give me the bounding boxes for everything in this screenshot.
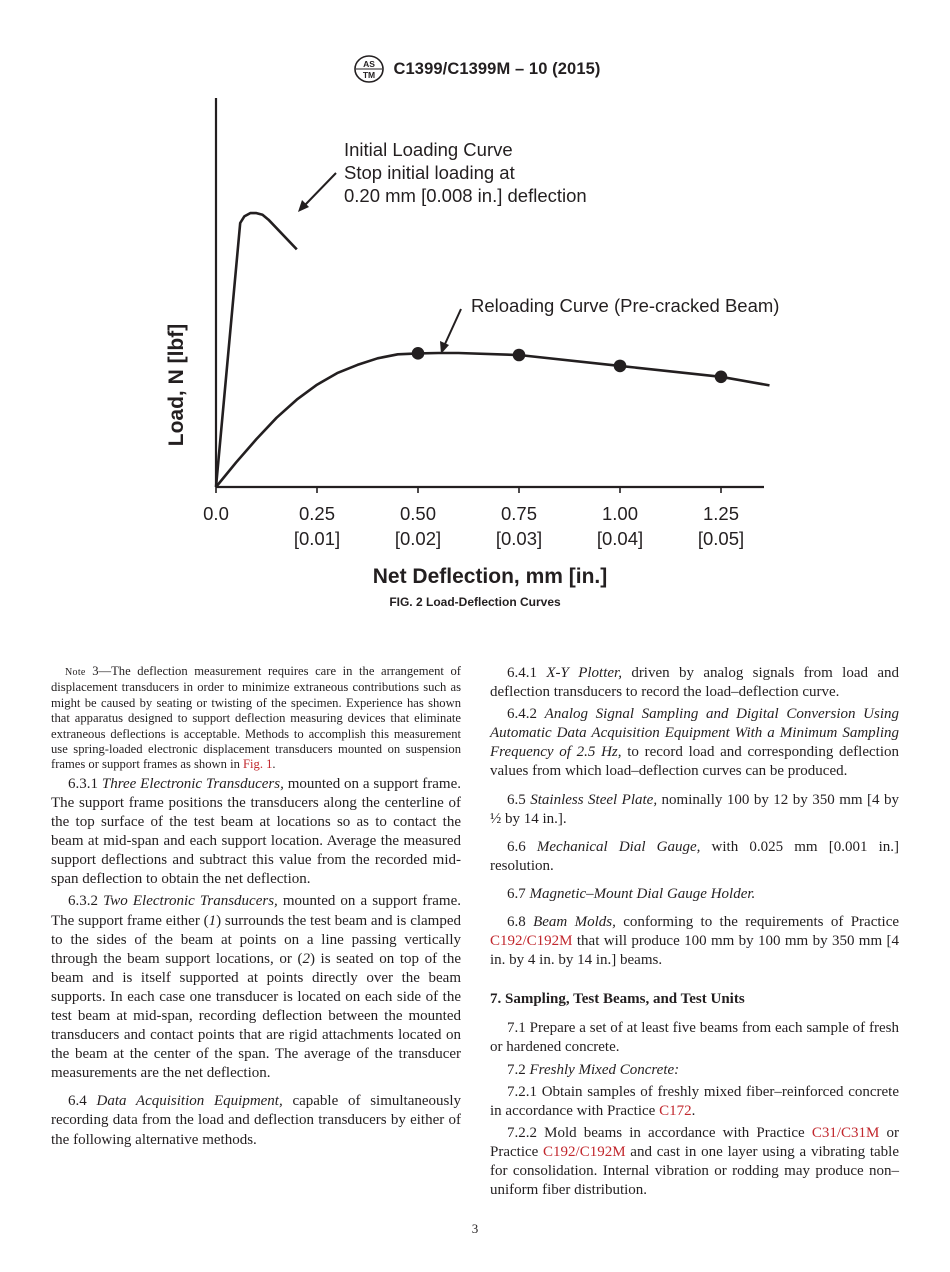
section-6-7 [490, 885, 899, 904]
note-3-end: . [272, 757, 276, 772]
annotation-initial-line-1: Initial Loading Curve [344, 139, 513, 160]
section-title: Two Electronic Transducers, [103, 893, 278, 910]
x-tick-label-mm: 0.75 [500, 503, 538, 524]
section-number: 6.4.1 [507, 665, 547, 681]
reloading-curve [216, 353, 770, 487]
list-marker: 1 [208, 912, 217, 929]
c192-link[interactable]: C192/C192M [490, 933, 573, 950]
section-title: Magnetic–Mount Dial Gauge Holder. [529, 885, 756, 902]
section-text: that will produce 100 mm by 100 mm by 350 mm [4 in. by 4 in. by 14 in.] beams. [490, 933, 899, 969]
data-point-marker [513, 349, 526, 362]
x-tick-label-mm: 0.25 [298, 503, 336, 524]
annotation-reloading-line-1: Reloading Curve (Pre-cracked Beam) [471, 295, 780, 316]
x-tick-label-in: [0.05] [697, 528, 745, 549]
section-title: Mechanical Dial Gauge, [536, 838, 701, 855]
section-text: 7.2.2 Mold beams in accordance with Practice [507, 1124, 812, 1141]
left-column [51, 664, 461, 1153]
section-number: 6.8 [507, 914, 534, 931]
section-6-3-1 [51, 775, 461, 890]
section-6-4-2 [490, 705, 899, 781]
section-title: Freshly Mixed Concrete: [529, 1061, 680, 1078]
annotation-initial-line-3: 0.20 mm [0.008 in.] deflection [344, 185, 587, 206]
section-title: Stainless Steel Plate, [530, 791, 658, 808]
data-point-marker [614, 360, 627, 373]
section-number: 6.6 [507, 838, 537, 855]
note-label: Note [65, 667, 86, 678]
x-tick-label-in: [0.01] [293, 528, 341, 549]
section-text: mounted on a support frame. The support frame positions the transducers along the centerline of the top surface of the test beam at locations so as to contact the beam at mid-span and each support location. Average the measured support deflections and subtract this value from the recorded mid-span deflection to obtain the net deflection. [51, 775, 462, 888]
section-text: mounted on a support frame. The support frame either ( [51, 893, 462, 929]
section-text: nominally 100 by 12 by 350 mm [4 by ½ by 14 in.]. [490, 791, 900, 827]
section-number: 7.2 [507, 1061, 530, 1078]
data-point-marker [412, 347, 425, 360]
page-header [0, 54, 950, 84]
initial-loading-curve [216, 213, 297, 487]
section-7-heading: 7. Sampling, Test Beams, and Test Units [490, 991, 745, 1008]
x-axis-label: Net Deflection, mm [in.] [372, 565, 608, 588]
y-axis-label: Load, N [lbf] [165, 323, 188, 447]
x-tick-label-in: [0.03] [495, 528, 543, 549]
section-number: 6.5 [507, 791, 531, 808]
section-text: ) is seated on top of the beam and is itself supported at points directly over the beam supports. In each case one transducer is located on each side of the test beam at mid-span, recording deflection between the mounted transducers and contact points that are rigid attachments located on the beam at the center of the span. The average of the transducer measurements are the net deflection. [51, 950, 461, 1082]
data-point-marker [715, 370, 728, 383]
x-tick-label-mm: 0.0 [203, 503, 229, 524]
section-text: capable of simultaneously recording data from the load and deflection transducers by either of the following alternative methods. [51, 1093, 462, 1148]
right-column [490, 664, 899, 1203]
note-3 [51, 664, 461, 773]
section-title: Analog Signal Sampling and Digital Conversion Using Automatic Data Acquisition Equipment With a Minimum Sampling Frequency of 2.5 Hz, [490, 706, 899, 761]
section-number: 6.7 [507, 885, 530, 902]
x-tick-label-in: [0.02] [394, 528, 442, 549]
list-marker: 2 [302, 950, 310, 967]
section-7-1: 7.1 Prepare a set of at least five beams from each sample of fresh or hardened concrete. [490, 1020, 899, 1056]
section-text: or Practice [490, 1124, 900, 1160]
x-tick-label-mm: 0.50 [399, 503, 437, 524]
c31-link[interactable]: C31/C31M [811, 1124, 880, 1141]
annotation-initial-arrow [305, 173, 336, 205]
section-title: Beam Molds, [533, 914, 616, 931]
section-6-3-2 [51, 892, 461, 1083]
x-tick-label-in: [0.04] [596, 528, 644, 549]
section-6-5 [490, 791, 899, 829]
section-7-2-1 [490, 1083, 899, 1121]
x-tick-label-mm: 1.00 [601, 503, 639, 524]
section-text: . [691, 1102, 696, 1119]
section-text: to record load and corresponding deflection values from which load–deflection curves can be produced. [490, 744, 899, 780]
annotation-initial-line-2: Stop initial loading at [344, 162, 515, 183]
annotation-reloading-arrow [445, 309, 461, 344]
section-title: Three Electronic Transducers, [101, 775, 284, 792]
section-text: and cast in one layer using a vibrating table for consolidation. Internal vibration or rodding may produce non–uniform fiber distribution. [490, 1143, 899, 1199]
standard-designation: C1399/C1399M – 10 (2015) [393, 59, 601, 78]
load-deflection-chart [0, 90, 950, 588]
section-text: driven by analog signals from load and deflection transducers to record the load–deflection curve. [490, 665, 900, 701]
section-6-6 [490, 838, 899, 876]
section-number: 6.3.2 [68, 893, 104, 910]
page-number: 3 [471, 1221, 479, 1236]
section-text: conforming to the requirements of Practice [615, 914, 900, 931]
section-text: with 0.025 mm [0.001 in.] resolution. [490, 838, 899, 874]
c192-link-2[interactable]: C192/C192M [543, 1143, 626, 1160]
svg-text:AS: AS [362, 59, 375, 69]
section-6-4-1 [490, 664, 899, 702]
svg-text:TM: TM [362, 70, 375, 80]
figure-caption: FIG. 2 Load-Deflection Curves [389, 595, 561, 609]
section-7-2-2 [490, 1124, 899, 1200]
section-text: ) surrounds the test beam and is clamped to the sides of the beam at points on a line passing vertically through the beam support locations, or ( [51, 912, 461, 967]
section-number: 6.3.1 [68, 775, 102, 792]
section-title: Data Acquisition Equipment, [96, 1093, 283, 1110]
x-tick-label-mm: 1.25 [702, 503, 740, 524]
section-7-2 [490, 1061, 899, 1080]
section-6-8 [490, 913, 899, 970]
section-title: X-Y Plotter, [546, 665, 622, 681]
section-6-4 [51, 1092, 461, 1149]
section-number: 6.4.2 [507, 706, 545, 723]
section-number: 6.4 [68, 1093, 97, 1110]
astm-logo-icon [350, 54, 388, 84]
fig-1-link[interactable]: Fig. 1 [243, 757, 273, 772]
note-3-text: 3—The deflection measurement requires care in the arrangement of displacement transducers in order to minimize extraneous contributions such as might be caused by seating or twisting of the specimen. Experience has shown that apparatus designed to support deflection measuring devices that eliminate extraneous deflections is acceptable. Methods to accomplish this measurement use spring-loaded electronic displacement transducers mounted on suspension frames or support frames as shown in [51, 664, 461, 772]
section-text: 7.2.1 Obtain samples of freshly mixed fiber–reinforced concrete in accordance with Practice [490, 1083, 899, 1119]
c172-link[interactable]: C172 [659, 1102, 692, 1119]
